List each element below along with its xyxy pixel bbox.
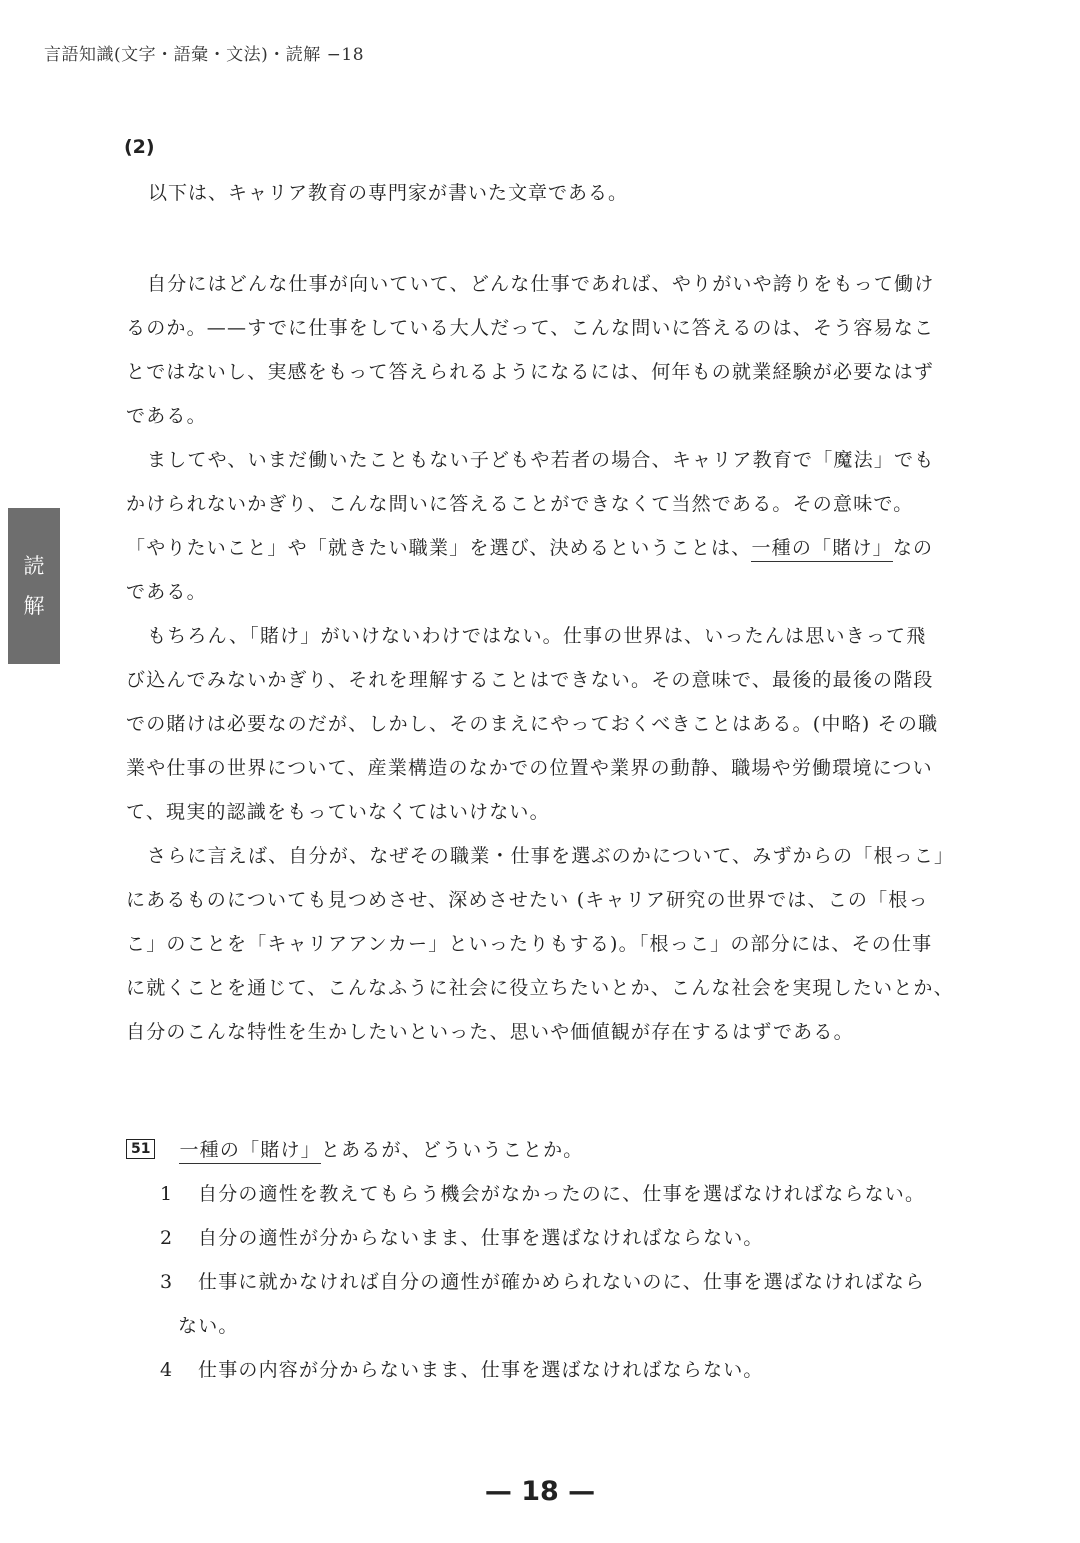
passage-line: かけられないかぎり、こんな問いに答えることができなくて当然である。その意味で。	[126, 493, 914, 515]
choice-text: 仕事に就かなければ自分の適性が確かめられないのに、仕事を選ばなければなら	[198, 1271, 926, 1293]
passage-line: さらに言えば、自分が、なぜその職業・仕事を選ぶのかについて、みずからの「根っこ」	[147, 845, 955, 867]
question-stem	[126, 1128, 976, 1172]
choice-text: 自分の適性が分からないまま、仕事を選ばなければならない。	[198, 1227, 764, 1249]
choice-number: 1	[160, 1183, 174, 1205]
answer-choice-3[interactable]	[126, 1260, 976, 1304]
answer-choice-2[interactable]	[126, 1216, 976, 1260]
passage-line: とではないし、実感をもって答えられるようになるには、何年もの就業経験が必要なはず	[126, 361, 935, 383]
choice-text: 仕事の内容が分からないまま、仕事を選ばなければならない。	[198, 1359, 764, 1381]
passage-line: である。	[126, 581, 207, 603]
choice-number: 4	[160, 1359, 174, 1381]
answer-choice-3-continued[interactable]: ない。	[178, 1315, 239, 1337]
passage-line: にあるものについても見つめさせ、深めさせたい (キャリア研究の世界では、この「根っ	[126, 889, 929, 911]
choice-number: 2	[160, 1227, 174, 1249]
question-stem-text: とあるが、どういうことか。	[320, 1139, 584, 1161]
section-number: (2)	[124, 136, 155, 158]
page-number: — 18 —	[484, 1476, 596, 1507]
passage-line: である。	[126, 405, 207, 427]
passage-line: び込んでみないかぎり、それを理解することはできない。その意味で、最後的最後の階段	[126, 669, 934, 691]
choice-number: 3	[160, 1271, 174, 1293]
question-underlined-phrase: 一種の「賭け」	[179, 1139, 320, 1164]
passage-line: での賭けは必要なのだが、しかし、そのまえにやっておくべきことはある。(中略) その職	[126, 713, 939, 735]
question-51	[126, 1128, 976, 1392]
section-intro: 以下は、キャリア教育の専門家が書いた文章である。	[148, 182, 629, 204]
section-tab-char: 解	[23, 594, 45, 618]
answer-choice-1[interactable]	[126, 1172, 976, 1216]
passage-line: 自分にはどんな仕事が向いていて、どんな仕事であれば、やりがいや誇りをもって働け	[147, 273, 935, 295]
passage-line-tail: なの	[892, 537, 934, 559]
reading-passage	[126, 262, 976, 1054]
passage-line: こ」のことを「キャリアアンカー」といったりもする)。「根っこ」の部分には、その仕事	[126, 933, 933, 955]
passage-line-text: 「やりたいこと」や「就きたい職業」を選び、決めるということは、	[126, 537, 752, 559]
section-tab	[8, 508, 60, 664]
passage-line: もちろん、「賭け」がいけないわけではない。仕事の世界は、いったんは思いきって飛	[147, 625, 927, 647]
question-number-box: 51	[126, 1139, 155, 1159]
choice-text: 自分の適性を教えてもらう機会がなかったのに、仕事を選ばなければならない。	[198, 1183, 926, 1205]
passage-line: るのか。——すでに仕事をしている大人だって、こんな問いに答えるのは、そう容易なこ	[126, 317, 935, 339]
passage-line: 業や仕事の世界について、産業構造のなかでの位置や業界の動静、職場や労働環境につい	[126, 757, 933, 779]
underlined-phrase: 一種の「賭け」	[751, 537, 892, 562]
passage-line: 自分のこんな特性を生かしたいといった、思いや価値観が存在するはずである。	[126, 1021, 854, 1043]
passage-line	[126, 526, 976, 570]
answer-choice-4[interactable]	[126, 1348, 976, 1392]
passage-line: ましてや、いまだ働いたこともない子どもや若者の場合、キャリア教育で「魔法」でも	[147, 449, 935, 471]
passage-line: に就くことを通じて、こんなふうに社会に役立ちたいとか、こんな社会を実現したいとか、	[126, 977, 954, 999]
section-tab-char: 読	[23, 554, 45, 578]
page-header: 言語知識(文字・語彙・文法)・読解 −18	[44, 45, 365, 65]
passage-line: て、現実的認識をもっていなくてはいけない。	[126, 801, 550, 823]
